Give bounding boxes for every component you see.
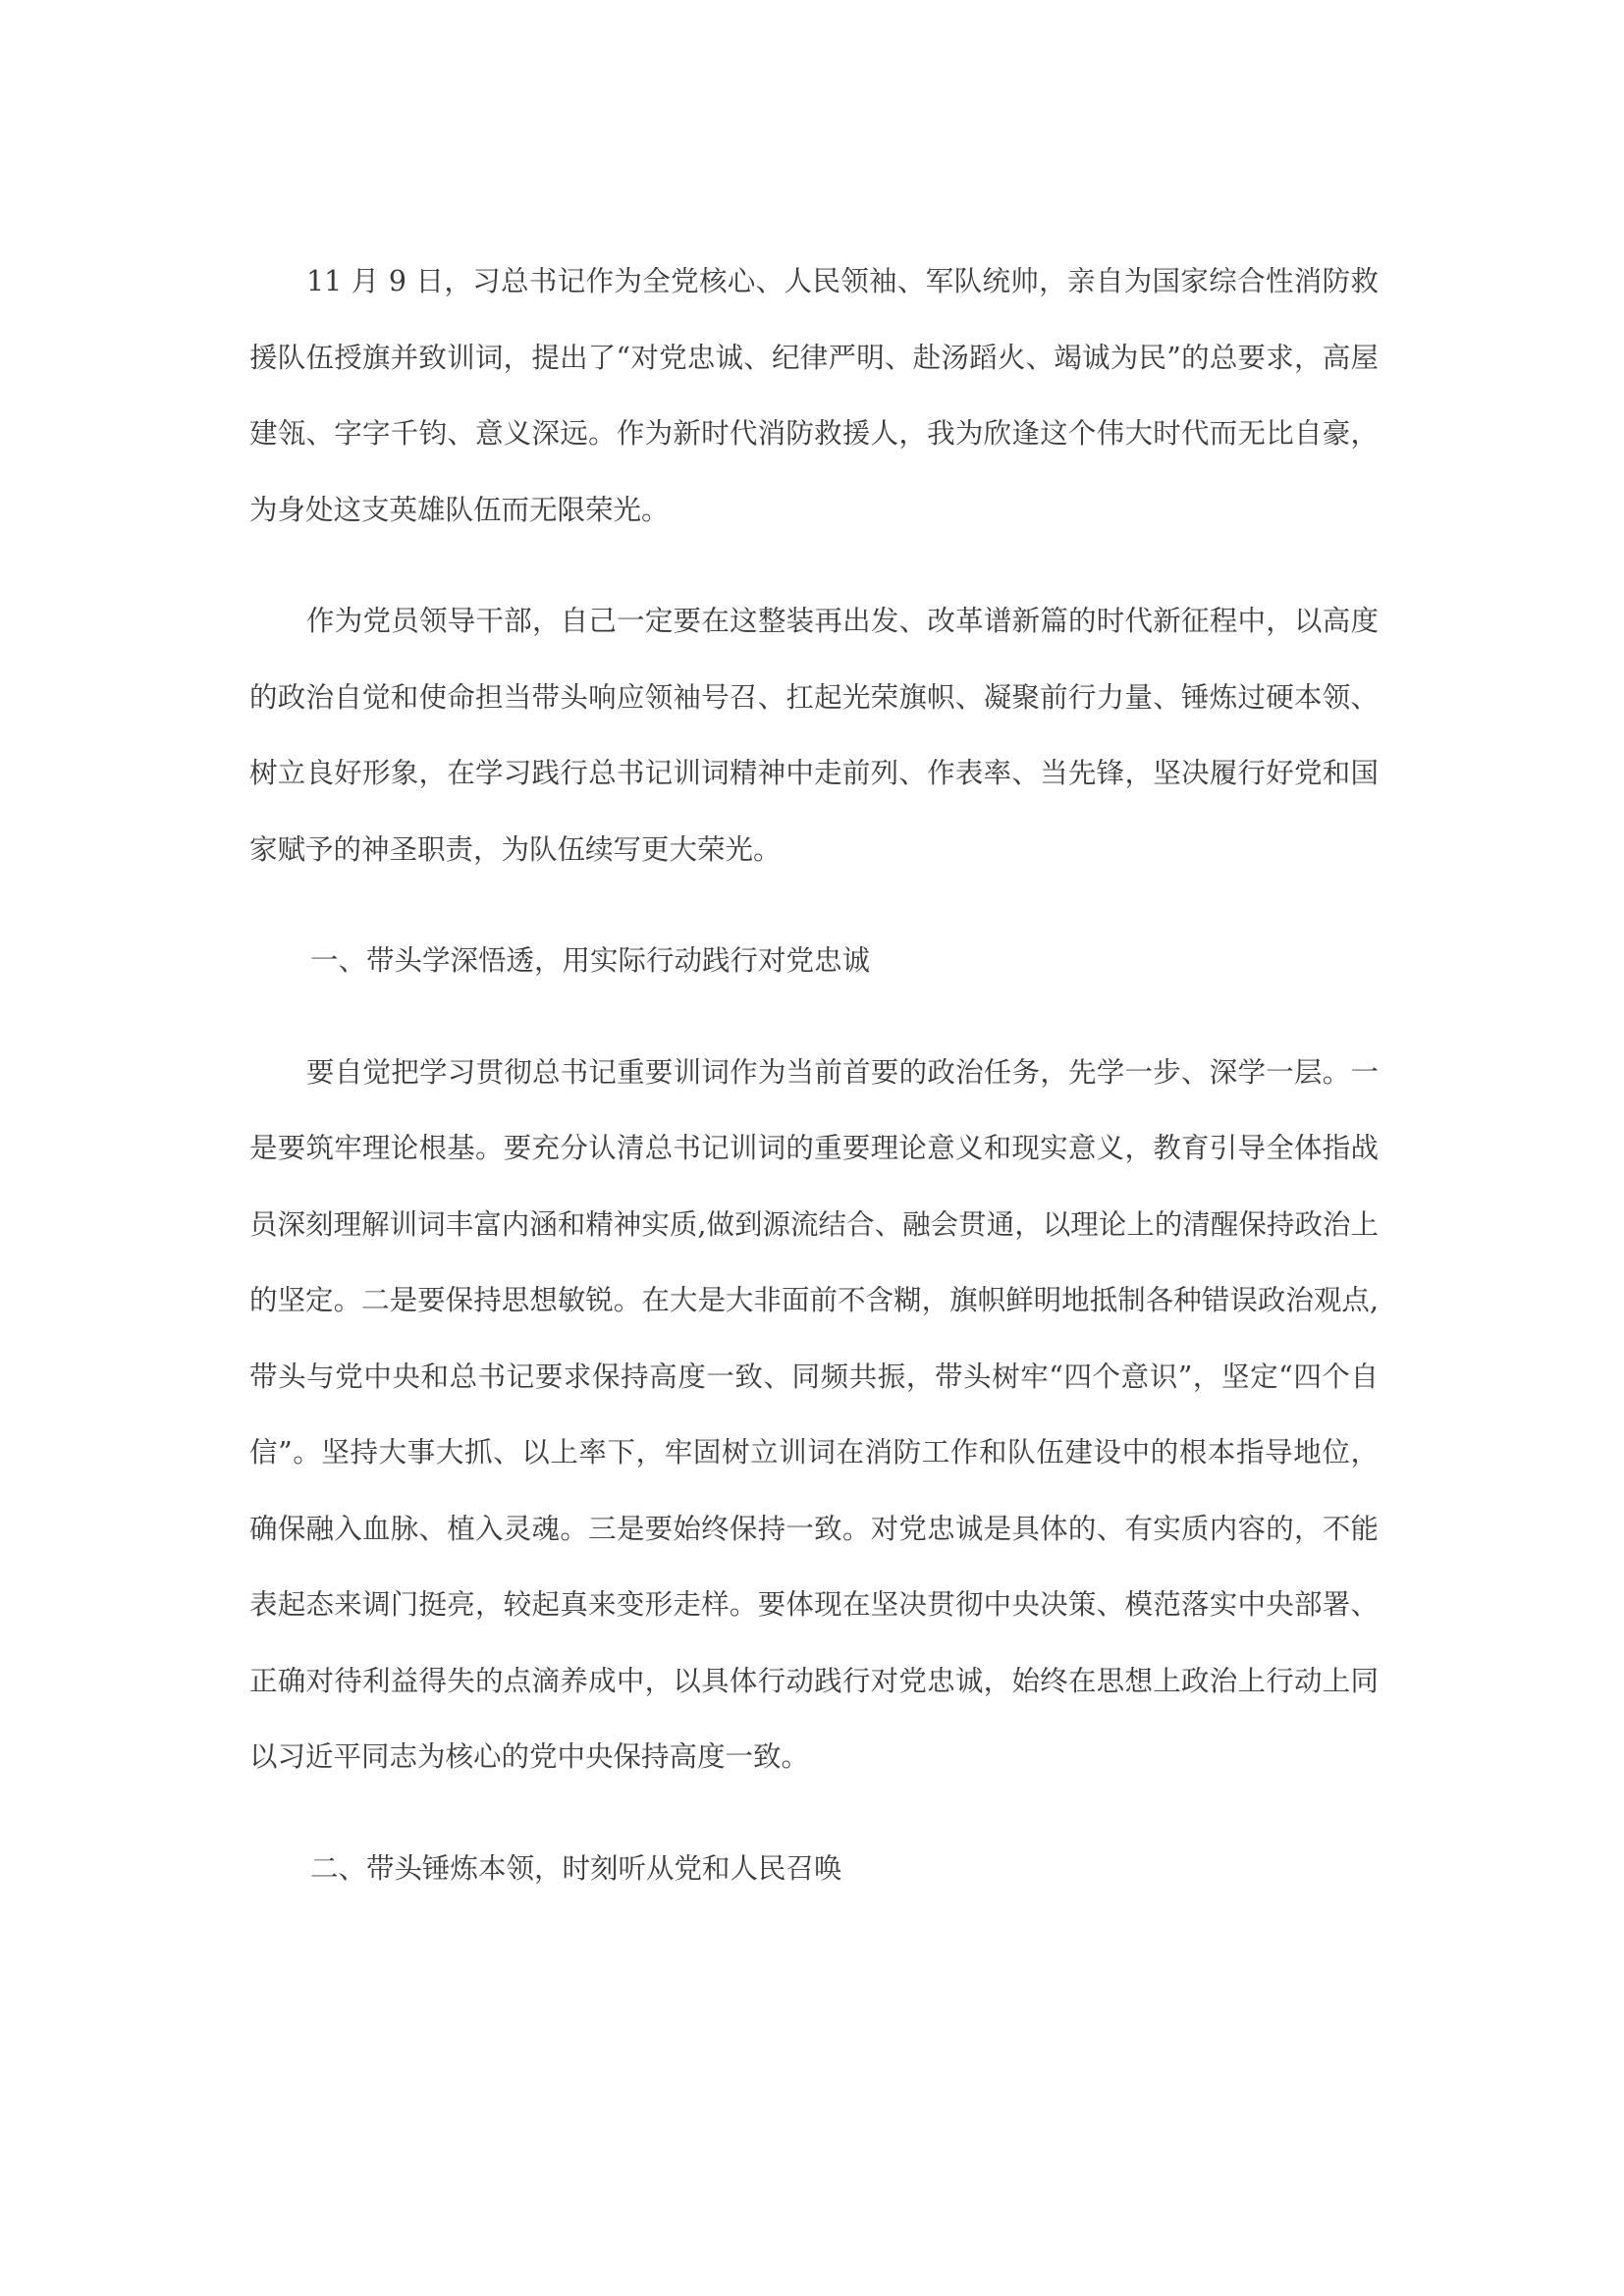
paragraph-spacer: [249, 887, 1379, 923]
paragraph-section-1-body: 要自觉把学习贯彻总书记重要训词作为当前首要的政治任务，先学一步、深学一层。一是要筑牢理论根基。要充分认清总书记训词的重要理论意义和现实意义，教育引导全体指战员深刻理解训词丰富内涵和精神实质,做到源流结合、融会贯通，以理论上的清醒保持政治上的坚定。二是要保持思想敏锐。在大是大非面前不含糊，旗帜鲜明地抵制各种错误政治观点,带头与党中央和总书记要求保持高度一致、同频共振，带头树牢“四个意识”，坚定“四个自信”。坚持大事大抓、以上率下，牢固树立训词在消防工作和队伍建设中的根本指导地位，确保融入血脉、植入灵魂。三是要始终保持一致。对党忠诚是具体的、有实质内容的，不能表起态来调门挺亮，较起真来变形走样。要体现在坚决贯彻中央决策、模范落实中央部署、正确对待利益得失的点滴养成中，以具体行动践行对党忠诚，始终在思想上政治上行动上同以习近平同志为核心的党中央保持高度一致。: [249, 1055, 1379, 1773]
paragraph-spacer: [249, 548, 1379, 583]
paragraph-spacer: [249, 1795, 1379, 1831]
document-body: [249, 243, 1379, 1906]
section-heading-1: 一、带头学深悟透，用实际行动践行对党忠诚: [310, 944, 871, 977]
section-heading-2: 二、带头锤炼本领，时刻听从党和人民召唤: [310, 1851, 842, 1885]
paragraph-commitment: 作为党员领导干部，自己一定要在这整装再出发、改革谱新篇的时代新征程中，以高度的政治自觉和使命担当带头响应领袖号召、扛起光荣旗帜、凝聚前行力量、锤炼过硬本领、树立良好形象，在学习践行总书记训词精神中走前列、作表率、当先锋，坚决履行好党和国家赋予的神圣职责，为队伍续写更大荣光。: [249, 605, 1379, 866]
paragraph-intro: 11 月 9 日，习总书记作为全党核心、人民领袖、军队统帅，亲自为国家综合性消防救援队伍授旗并致训词，提出了“对党忠诚、纪律严明、赴汤蹈火、竭诚为民”的总要求，高屋建瓴、字字千钧、意义深远。作为新时代消防救援人，我为欣逢这个伟大时代而无比自豪，为身处这支英雄队伍而无限荣光。: [249, 265, 1379, 526]
paragraph-spacer: [249, 999, 1379, 1035]
